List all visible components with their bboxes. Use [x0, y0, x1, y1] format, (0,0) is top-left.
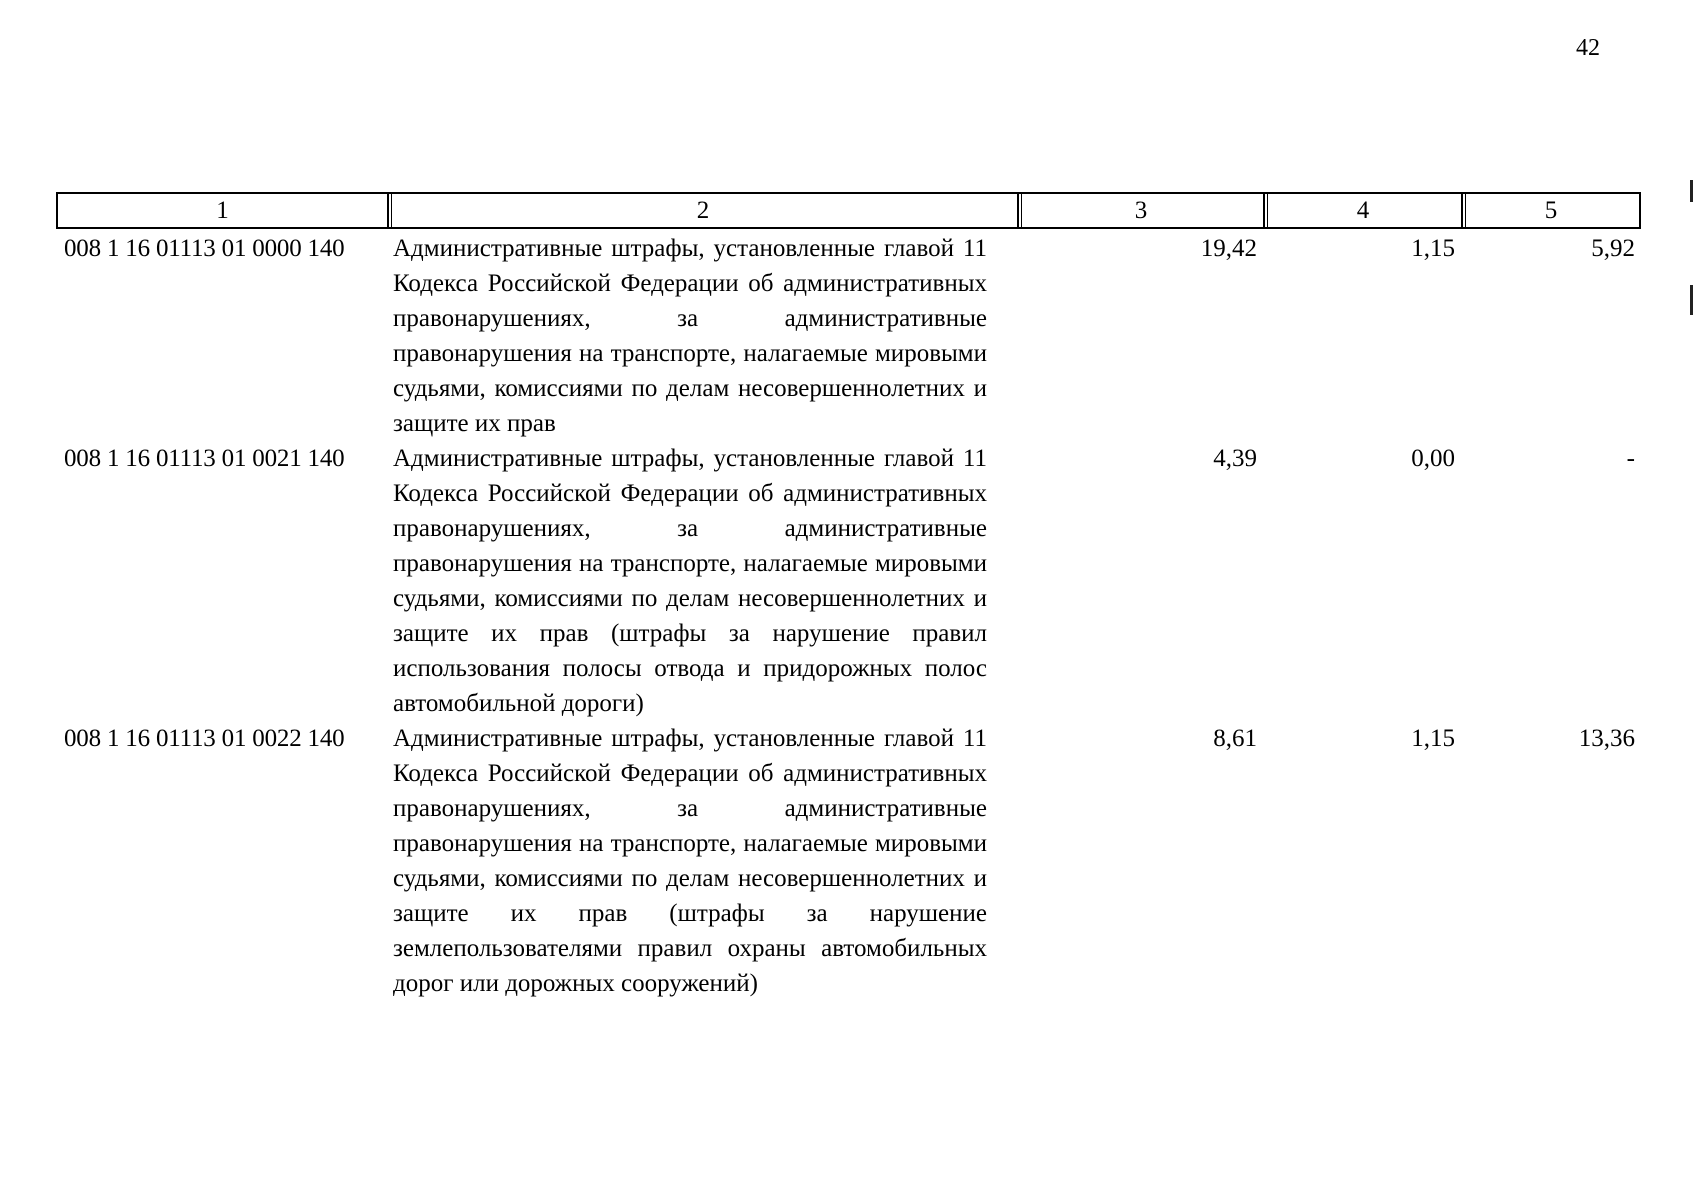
- row-description: Административные штрафы, установленные главой 11 Кодекса Российской Федерации об административных правонарушениях, за административные правонарушения на транспорте, налагаемые мировыми судьями, комиссиями по делам несовершеннолетних и защите их прав: [393, 235, 987, 437]
- row-description: Административные штрафы, установленные главой 11 Кодекса Российской Федерации об административных правонарушениях, за административные правонарушения на транспорте, налагаемые мировыми судьями, комиссиями по делам несовершеннолетних и защите их прав (штрафы за нарушение правил использования полосы отвода и придорожных полос автомобильной дороги): [393, 445, 987, 717]
- page-number: 42: [1576, 35, 1600, 61]
- value-col5: 5,92: [1591, 235, 1635, 262]
- table-row: [56, 229, 1641, 441]
- scan-edge-mark-top: [1690, 180, 1693, 202]
- value-col4: 1,15: [1411, 235, 1455, 262]
- scan-edge-mark-bottom: [1690, 285, 1693, 315]
- column-header-4: 4: [1263, 192, 1461, 229]
- table-row: [56, 721, 1641, 1001]
- column-header-2: 2: [387, 192, 1017, 229]
- column-header-1: 1: [56, 192, 387, 229]
- table-row: [56, 441, 1641, 721]
- column-header-3: 3: [1017, 192, 1263, 229]
- budget-code: 008 1 16 01113 01 0022 140: [64, 725, 345, 752]
- value-col4: 1,15: [1411, 725, 1455, 752]
- value-col3: 8,61: [1213, 725, 1257, 752]
- column-header-5: 5: [1461, 192, 1641, 229]
- value-col3: 4,39: [1213, 445, 1257, 472]
- revenue-table: [56, 192, 1641, 1001]
- table-header-row: [56, 192, 1641, 229]
- value-col4: 0,00: [1411, 445, 1455, 472]
- budget-code: 008 1 16 01113 01 0021 140: [64, 445, 345, 472]
- value-col5: 13,36: [1578, 725, 1635, 752]
- budget-code: 008 1 16 01113 01 0000 140: [64, 235, 345, 262]
- row-description: Административные штрафы, установленные главой 11 Кодекса Российской Федерации об административных правонарушениях, за административные правонарушения на транспорте, налагаемые мировыми судьями, комиссиями по делам несовершеннолетних и защите их прав (штрафы за нарушение землепользователями правил охраны автомобильных дорог или дорожных сооружений): [393, 725, 987, 997]
- value-col3: 19,42: [1200, 235, 1257, 262]
- value-col5: -: [1626, 445, 1635, 472]
